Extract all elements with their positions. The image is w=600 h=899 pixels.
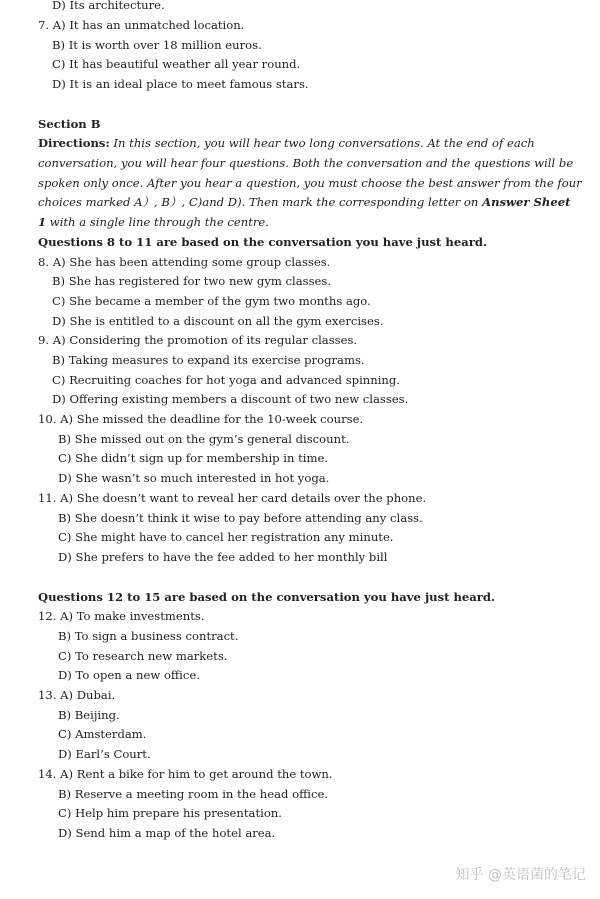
group-2-heading: Questions 12 to 15 are based on the conversation you have just heard. xyxy=(38,590,496,604)
q12-number: 12. xyxy=(38,609,57,623)
q9-option-c: C) Recruiting coaches for hot yoga and advanced spinning. xyxy=(52,373,401,387)
q6-option-d: D) Its architecture. xyxy=(52,0,165,12)
q8-option-c: C) She became a member of the gym two months ago. xyxy=(52,294,371,308)
q10 xyxy=(38,410,363,430)
group-1-heading: Questions 8 to 11 are based on the conversation you have just heard. xyxy=(38,235,487,249)
q9-option-a: A) Considering the promotion of its regular classes. xyxy=(52,333,358,347)
q7-option-b: B) It is worth over 18 million euros. xyxy=(52,38,262,52)
q10-option-b: B) She missed out on the gym’s general discount. xyxy=(58,432,350,446)
q14-number: 14. xyxy=(38,767,57,781)
directions-text-1: In this section, you will hear two long conversations. At the end of each xyxy=(113,136,535,150)
directions-line-2: conversation, you will hear four questions. Both the conversation and the questions will be xyxy=(38,156,574,170)
directions-text-4: choices marked A）, B）, C)and D). Then mark the corresponding letter on xyxy=(38,195,479,209)
q14-option-a: A) Rent a bike for him to get around the town. xyxy=(60,767,333,781)
q11 xyxy=(38,489,426,509)
q10-option-a: A) She missed the deadline for the 10-week course. xyxy=(60,412,364,426)
directions-text-5: with a single line through the centre. xyxy=(49,215,269,229)
q14-option-d: D) Send him a map of the hotel area. xyxy=(58,826,276,840)
q9-option-b: B) Taking measures to expand its exercise programs. xyxy=(52,353,365,367)
section-b-title: Section B xyxy=(38,117,101,131)
q7-option-c: C) It has beautiful weather all year round. xyxy=(52,57,301,71)
q12-option-a: A) To make investments. xyxy=(60,609,205,623)
zhihu-watermark: 知乎 @英语菌的笔记 xyxy=(455,867,586,883)
q11-option-d: D) She prefers to have the fee added to her monthly bill xyxy=(58,550,388,564)
q8-number: 8. xyxy=(38,255,50,269)
q8 xyxy=(38,253,330,273)
q11-option-b: B) She doesn’t think it wise to pay before attending any class. xyxy=(58,511,423,525)
answer-sheet-number: 1 xyxy=(38,215,47,229)
q14-option-c: C) Help him prepare his presentation. xyxy=(58,806,282,820)
directions-line-1 xyxy=(38,134,564,154)
q10-option-c: C) She didn’t sign up for membership in time. xyxy=(58,451,329,465)
q7-number: 7. xyxy=(38,18,50,32)
q13 xyxy=(38,686,115,706)
q11-option-a: A) She doesn’t want to reveal her card details over the phone. xyxy=(60,491,427,505)
q12-option-d: D) To open a new office. xyxy=(58,668,200,682)
answer-sheet-label: Answer Sheet xyxy=(482,195,571,209)
q11-number: 11. xyxy=(38,491,57,505)
directions-line-3: spoken only once. After you hear a question, you must choose the best answer from the four xyxy=(38,176,582,190)
q12-option-b: B) To sign a business contract. xyxy=(58,629,239,643)
q11-option-c: C) She might have to cancel her registration any minute. xyxy=(58,530,394,544)
q9-option-d: D) Offering existing members a discount of two new classes. xyxy=(52,392,409,406)
directions-line-4 xyxy=(38,193,571,213)
q9 xyxy=(38,331,357,351)
q9-number: 9. xyxy=(38,333,50,347)
q10-number: 10. xyxy=(38,412,57,426)
q7-option-d: D) It is an ideal place to meet famous stars. xyxy=(52,77,309,91)
q14-option-b: B) Reserve a meeting room in the head office. xyxy=(58,787,329,801)
q13-option-b: B) Beijing. xyxy=(58,708,120,722)
q12 xyxy=(38,607,205,627)
q13-number: 13. xyxy=(38,688,57,702)
q7-option-a: A) It has an unmatched location. xyxy=(52,18,245,32)
directions-label: Directions: xyxy=(38,136,110,150)
q7 xyxy=(38,16,244,36)
q13-option-a: A) Dubai. xyxy=(60,688,116,702)
q10-option-d: D) She wasn’t so much interested in hot yoga. xyxy=(58,471,330,485)
directions-line-5 xyxy=(38,213,564,233)
q12-option-c: C) To research new markets. xyxy=(58,649,228,663)
q14 xyxy=(38,765,333,785)
q13-option-c: C) Amsterdam. xyxy=(58,727,147,741)
q8-option-b: B) She has registered for two new gym classes. xyxy=(52,274,332,288)
q13-option-d: D) Earl’s Court. xyxy=(58,747,151,761)
q8-option-a: A) She has been attending some group classes. xyxy=(52,255,331,269)
q8-option-d: D) She is entitled to a discount on all the gym exercises. xyxy=(52,314,384,328)
